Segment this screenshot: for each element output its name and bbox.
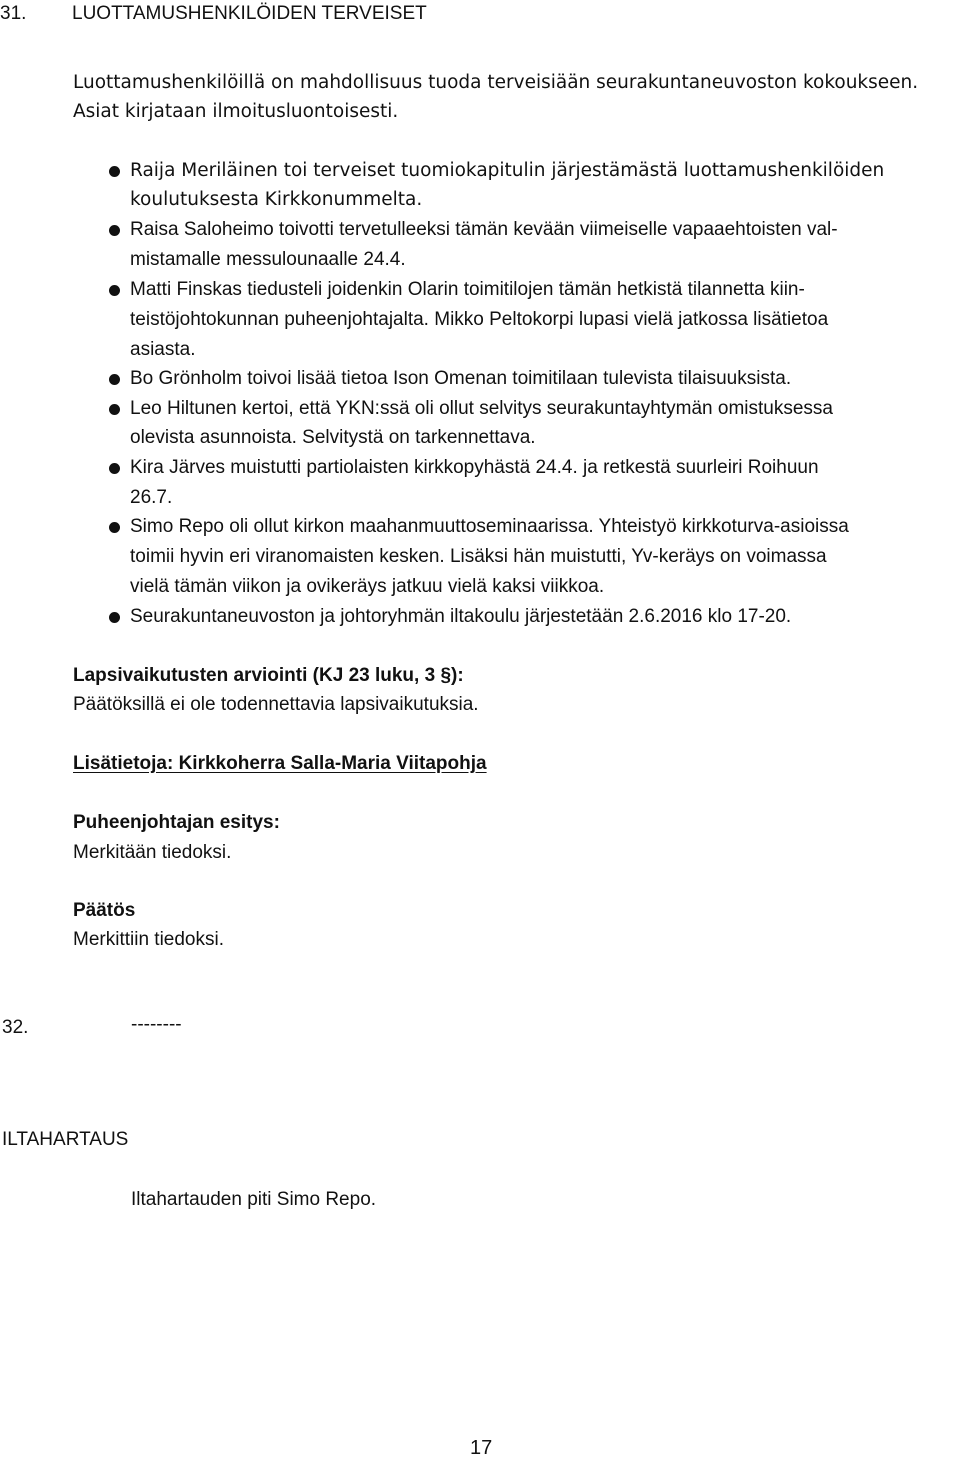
section-32-content: -------- [131,1014,182,1035]
bullet-4-line-1: Bo Grönholm toivoi lisää tietoa Ison Omenan toimitilaan tulevista tilaisuuksista. [130,368,792,389]
bullet-3-line-1: Matti Finskas tiedusteli joidenkin Olarin toimitilojen tämän hetkistä tilannetta kiin- [130,279,805,300]
bullet-icon [109,404,120,415]
intro-line-1: Luottamushenkilöillä on mahdollisuus tuoda terveisiään seurakuntaneuvoston kokoukseen. [73,72,919,93]
bullet-icon [109,612,120,623]
more-info: Lisätietoja: Kirkkoherra Salla-Maria Viitapohja [73,753,487,774]
bullet-1-line-1: Raija Meriläinen toi terveiset tuomiokapitulin järjestämästä luottamushenkilöiden [130,160,885,181]
bullet-icon [109,463,120,474]
section-32-number: 32. [2,1017,29,1038]
bullet-6-line-1: Kira Järves muistutti partiolaisten kirkkopyhästä 24.4. ja retkestä suurleiri Roihuun [130,457,819,478]
bullet-7-line-3: vielä tämän viikon ja ovikeräys jatkuu vielä kaksi viikkoa. [130,576,605,597]
proposal-heading: Puheenjohtajan esitys: [73,812,280,833]
bullet-3-line-3: asiasta. [130,339,196,360]
bullet-8-line-1: Seurakuntaneuvoston ja johtoryhmän iltakoulu järjestetään 2.6.2016 klo 17-20. [130,606,792,627]
child-impact-text: Päätöksillä ei ole todennettavia lapsivaikutuksia. [73,694,479,715]
intro-line-2: Asiat kirjataan ilmoitusluontoisesti. [73,101,399,122]
evening-text: Iltahartauden piti Simo Repo. [131,1189,377,1210]
bullet-3-line-2: teistöjohtokunnan puheenjohtajalta. Mikko Peltokorpi lupasi vielä jatkossa lisätietoa [130,309,829,330]
bullet-icon [109,225,120,236]
bullet-2-line-2: mistamalle messulounaalle 24.4. [130,249,406,270]
bullet-7-line-2: toimii hyvin eri viranomaisten kesken. Lisäksi hän muistutti, Yv-keräys on voimassa [130,546,827,567]
bullet-5-line-1: Leo Hiltunen kertoi, että YKN:ssä oli ollut selvitys seurakuntayhtymän omistuksessa [130,398,833,419]
bullet-6-line-2: 26.7. [130,487,173,508]
bullet-icon [109,522,120,533]
bullet-2-line-1: Raisa Saloheimo toivotti tervetulleeksi tämän kevään viimeiselle vapaaehtoisten val- [130,219,838,240]
bullet-icon [109,285,120,296]
proposal-text: Merkitään tiedoksi. [73,842,232,863]
section-31-title: LUOTTAMUSHENKILÖIDEN TERVEISET [72,3,427,24]
section-31-number: 31. [0,3,27,24]
decision-heading: Päätös [73,900,136,921]
bullet-5-line-2: olevista asunnoista. Selvitystä on tarkennettava. [130,427,536,448]
bullet-icon [109,374,120,385]
evening-title: ILTAHARTAUS [2,1129,129,1150]
child-impact-heading: Lapsivaikutusten arviointi (KJ 23 luku, 3 §): [73,665,464,686]
bullet-1-line-2: koulutuksesta Kirkkonummelta. [130,189,423,210]
decision-text: Merkittiin tiedoksi. [73,929,224,950]
bullet-icon [109,166,120,177]
page-number: 17 [470,1437,493,1459]
bullet-7-line-1: Simo Repo oli ollut kirkon maahanmuuttoseminaarissa. Yhteistyö kirkkoturva-asioissa [130,516,849,537]
